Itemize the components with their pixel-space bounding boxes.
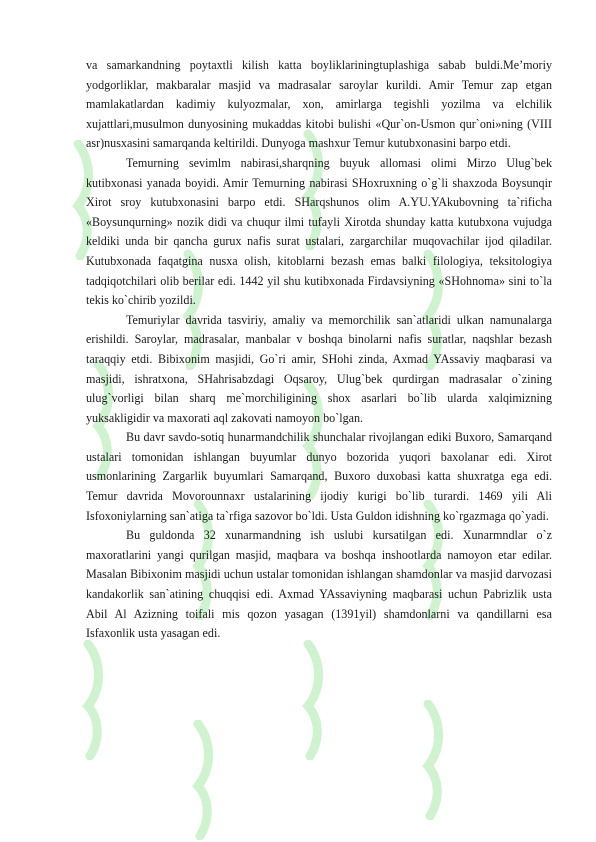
paragraph-1: va samarkandning poytaxtli kilish katta boyliklariningtuplashiga sabab buldi.Me’moriy yodgorliklar, makbaralar masjid va madrasalar saroylar kurildi. Amir Temur zap etgan mamlakatlardan kadimiy kulyozmalar, xon, amirlarga tegishli yozilma va elchilik xujattlari,musulmon dunyosining mukaddas kitobi bulishi «Qur`on-Usmon qur`oni»ning (VIII asr)nusxasini samarqanda keltirildi. Dunyoga mashxur Temur kutubxonasini barpo etdi. bbox=[86, 58, 552, 151]
paragraph-5: Bu guldonda 32 xunarmandning ish uslubi kursatilgan edi. Xunarmndlar o`z maxoratlarini yangi qurilgan masjid, maqbara va boshqa inshootlarda namoyon etar edilar. Masalan Bibixonim masjidi uchun ustalar tomonidan ishlangan shamdonlar va masjid darvozasi kandakorlik san`atining chuqqisi edi. Axmad YAssaviyning maqbarasi uchun Pabrizlik usta Abil Al Azizning toifali mis qozon yasagan (1391yil) shamdonlarni va qandillarni esa Isfaxonlik usta yasagan edi. bbox=[86, 528, 552, 641]
leaf-watermark-icon bbox=[300, 640, 330, 760]
paragraph-4: Bu davr savdo-sotiq hunarmandchilik shunchalar rivojlangan ediki Buxoro, Samarqand ustalari tomonidan ishlangan buyumlar dunyo bozorida yuqori baxolanar edi. Xirot usmonlarining Zargarlik buyumlari Samarqand, Buxoro duxobasi katta shuxratga ega edi. Temur davrida Movorounnaxr ustalarining ijodiy kurigi bo`lib turardi. 1469 yili Ali Isfoxoniylarning san`atiga ta`rfiga sazovor bo`ldi. Usta Guldon idishning ko`rgazmaga qo`yadi. bbox=[86, 430, 552, 523]
document-body bbox=[86, 56, 552, 644]
paragraph-2: Temurning sevimlm nabirasi,sharqning buyuk allomasi olimi Mirzo Ulug`bek kutibxonasi yanada boyidi. Amir Temurning nabirasi SHoxruxning o`g`li shaxzoda Boysunqir Xirot sroy kutubxonasini barpo etdi. SHarqshunos olim A.YU.YAkubovning ta`rificha «Boysunqurning» nozik didi va chuqur ilmi tufayli Xirotda shunday katta kutubxona vujudga keldiki unda bir qancha gurux nafis surat ustalari, zargarchilar muqovachilar ijod qiladilar. Kutubxonada faqatgina nusxa olish, kitoblarni bezash emas balki filologiya, teksitologiya tadqiqotchilari olib berilar edi. 1442 yil shu kutibxonada Firdavsiyning «SHohnoma» sini to`la tekis ko`chirib yozildi. bbox=[86, 155, 552, 308]
leaf-watermark-icon bbox=[80, 640, 110, 760]
leaf-watermark-icon bbox=[420, 700, 450, 820]
paragraph-3: Temuriylar davrida tasviriy, amaliy va memorchilik san`atlaridi ulkan namunalarga erishildi. Saroylar, madrasalar, manbalar v boshqa binolarni nafis suratlar, naqshlar bezash taraqqiy etdi. Bibixonim masjidi, Go`ri amir, SHohi zinda, Axmad YAssaviy maqbarasi va masjidi, ishratxona, SHahrisabzdagi Oqsaroy, Ulug`bek qurdirgan madrasalar o`zining ulug`vorligi bilan sharq me`morchiligining shox asarlari bo`lib ularda xalqimizning yuksakligidir va maxorati aql zakovati namoyon bo`lgan. bbox=[86, 312, 552, 425]
leaf-watermark-icon bbox=[190, 720, 220, 840]
